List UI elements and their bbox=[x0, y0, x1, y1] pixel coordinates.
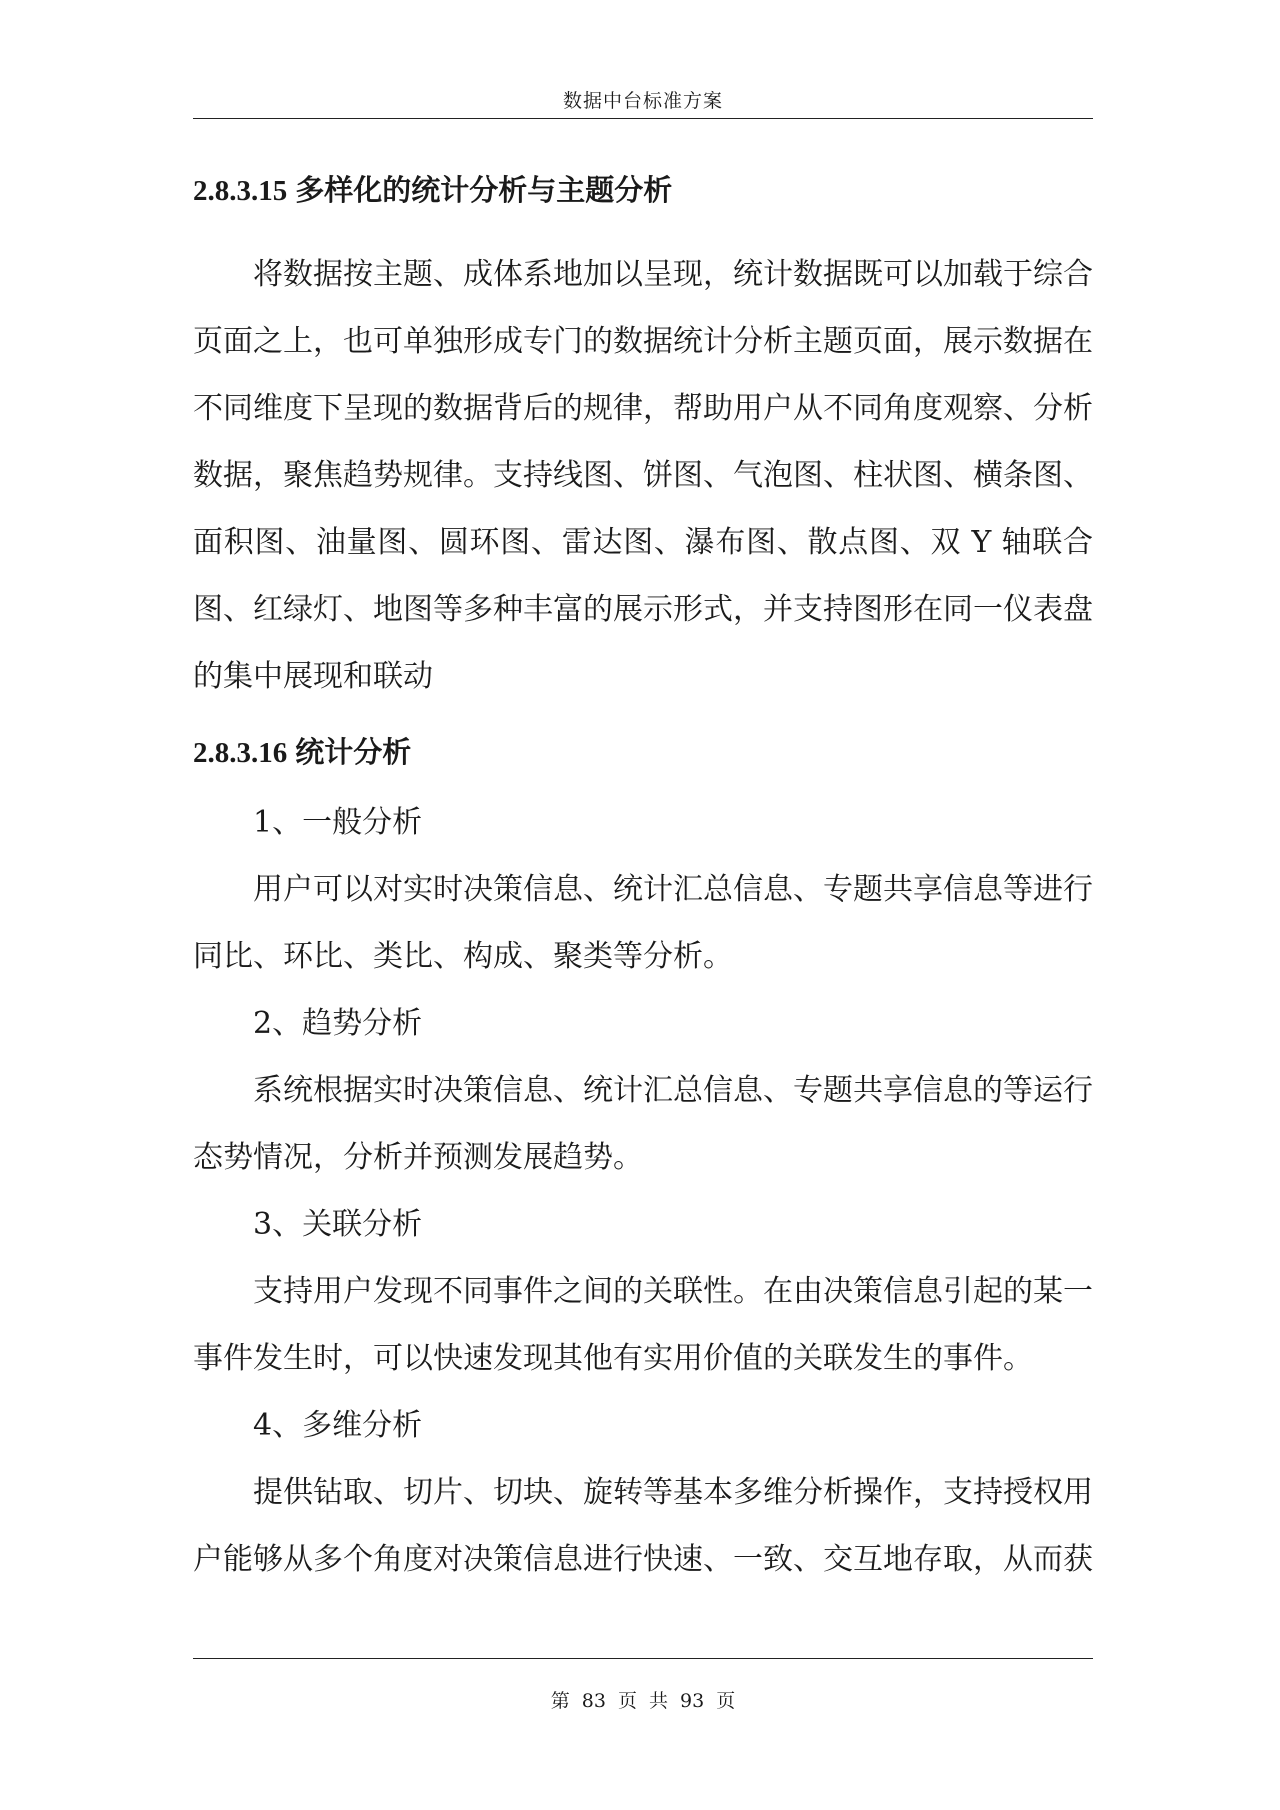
list-item-label: 3、关联分析 bbox=[253, 1207, 423, 1242]
section-title: 多样化的统计分析与主题分析 bbox=[295, 173, 673, 207]
section-number: 2.8.3.15 bbox=[193, 175, 288, 207]
list-item-label: 2、趋势分析 bbox=[253, 1006, 423, 1041]
footer-divider bbox=[193, 1658, 1093, 1659]
list-item-label: 1、一般分析 bbox=[253, 805, 423, 840]
list-item-text: 提供钻取、切片、切块、旋转等基本多维分析操作，支持授权用户能够从多个角度对决策信息进行快速、一致、交互地存取，从而获 bbox=[193, 1475, 1093, 1577]
list-item-text: 用户可以对实时决策信息、统计汇总信息、专题共享信息等进行同比、环比、类比、构成、聚类等分析。 bbox=[193, 872, 1093, 974]
page-header: 数据中台标准方案 bbox=[562, 90, 723, 112]
list-item-text: 系统根据实时决策信息、统计汇总信息、专题共享信息的等运行态势情况，分析并预测发展趋势。 bbox=[193, 1073, 1093, 1175]
section-title: 统计分析 bbox=[295, 735, 412, 769]
list-item-label: 4、多维分析 bbox=[253, 1408, 423, 1443]
section-heading-2-8-3-16 bbox=[193, 732, 1093, 773]
section-number: 2.8.3.16 bbox=[193, 737, 288, 769]
section-heading-2-8-3-15 bbox=[193, 170, 1093, 211]
page-footer: 第 83 页 共 93 页 bbox=[550, 1690, 736, 1712]
list-item-text: 支持用户发现不同事件之间的关联性。在由决策信息引起的某一事件发生时，可以快速发现其他有实用价值的关联发生的事件。 bbox=[193, 1274, 1093, 1376]
section-paragraph: 将数据按主题、成体系地加以呈现，统计数据既可以加载于综合页面之上，也可单独形成专门的数据统计分析主题页面，展示数据在不同维度下呈现的数据背后的规律，帮助用户从不同角度观察、分析数据，聚焦趋势规律。支持线图、饼图、气泡图、柱状图、横条图、面积图、油量图、圆环图、雷达图、瀑布图、散点图、双 Y 轴联合图、红绿灯、地图等多种丰富的展示形式，并支持图形在同一仪表盘的集中展现和联动 bbox=[193, 257, 1093, 694]
page-content bbox=[193, 150, 1093, 1593]
header-divider bbox=[193, 118, 1093, 119]
